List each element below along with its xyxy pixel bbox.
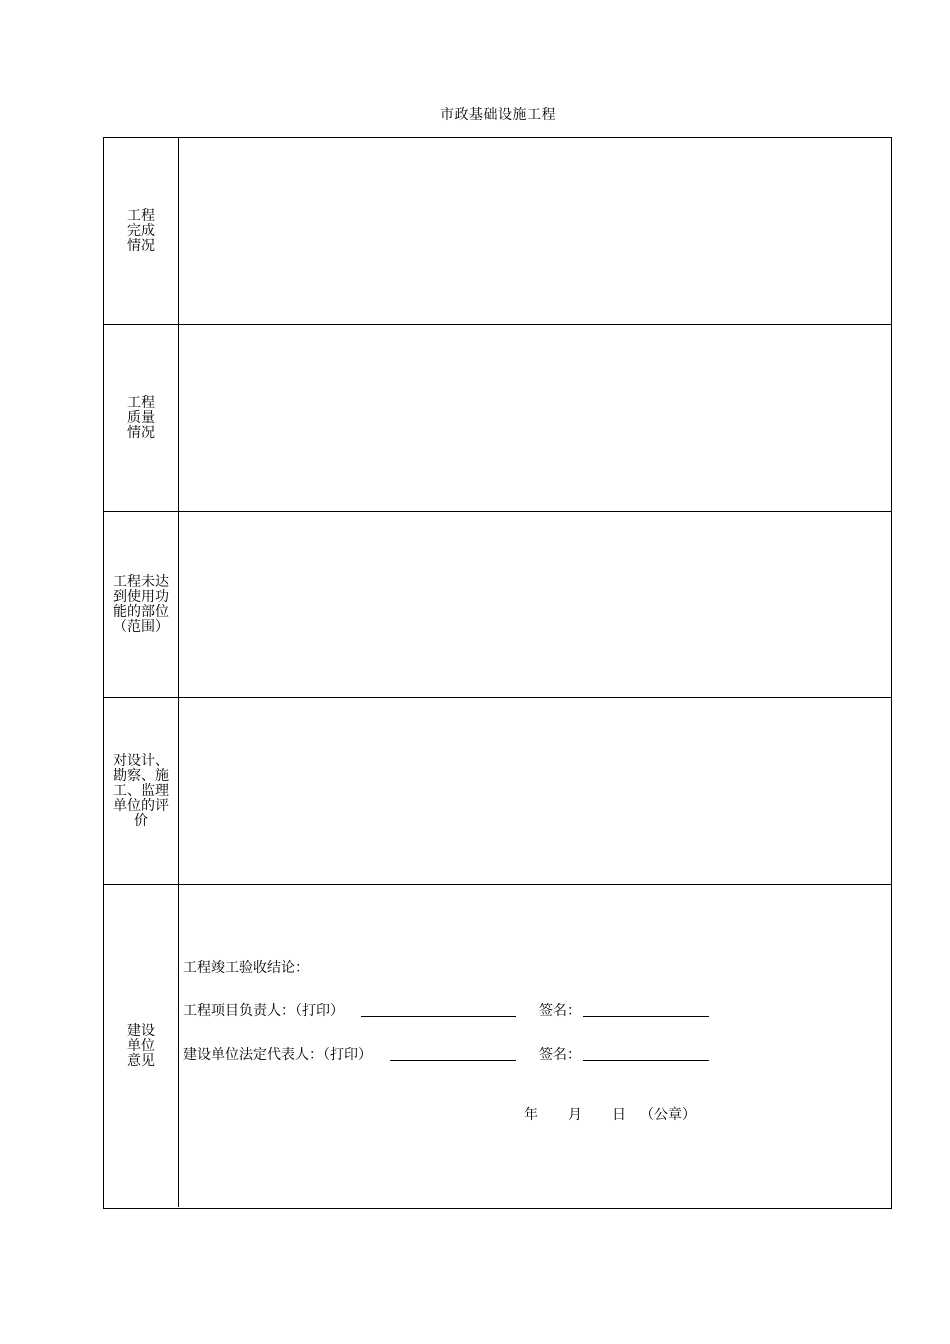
label-cell bbox=[104, 325, 179, 511]
row-label-evaluation: 对设计、 勘察、施 工、监理 单位的评 价 bbox=[113, 752, 169, 829]
legal-representative-label: 建设单位法定代表人：（打印） bbox=[183, 1047, 372, 1063]
month-label: 月 bbox=[568, 1107, 582, 1123]
day-label: 日 bbox=[612, 1107, 626, 1123]
label-cell bbox=[104, 138, 179, 324]
table-row-quality bbox=[104, 325, 891, 512]
year-label: 年 bbox=[524, 1107, 538, 1123]
date-seal-line bbox=[524, 1104, 696, 1124]
project-leader-name-field[interactable] bbox=[361, 1016, 516, 1017]
row-label-owner-opinion: 建设 单位 意见 bbox=[127, 1022, 155, 1069]
label-cell bbox=[104, 698, 179, 884]
row-label-quality: 工程 质量 情况 bbox=[127, 394, 155, 441]
legal-representative-signature-label: 签名： bbox=[539, 1047, 581, 1063]
table-row-evaluation bbox=[104, 698, 891, 885]
official-seal-label: （公章） bbox=[640, 1107, 696, 1123]
row-label-unfinished-scope: 工程未达 到使用功 能的部位 （范围） bbox=[113, 573, 169, 635]
label-cell bbox=[104, 512, 179, 697]
owner-opinion-cell bbox=[179, 885, 891, 1207]
evaluation-content-field[interactable] bbox=[179, 698, 891, 884]
quality-content-field[interactable] bbox=[179, 325, 891, 511]
row-label-completion: 工程 完成 情况 bbox=[127, 207, 155, 254]
acceptance-form-table bbox=[103, 137, 892, 1209]
acceptance-conclusion-label: 工程竣工验收结论： bbox=[183, 960, 309, 976]
table-row-unfinished-scope bbox=[104, 512, 891, 698]
project-leader-label: 工程项目负责人：（打印） bbox=[183, 1003, 344, 1019]
label-cell bbox=[104, 885, 179, 1207]
legal-representative-signature-field[interactable] bbox=[583, 1060, 709, 1061]
project-leader-signature-field[interactable] bbox=[583, 1016, 709, 1017]
legal-representative-name-field[interactable] bbox=[390, 1060, 516, 1061]
project-leader-signature-label: 签名： bbox=[539, 1003, 581, 1019]
table-row-owner-opinion bbox=[104, 885, 891, 1207]
completion-content-field[interactable] bbox=[179, 138, 891, 324]
unfinished-scope-content-field[interactable] bbox=[179, 512, 891, 697]
page-title: 市政基础设施工程 bbox=[440, 107, 556, 123]
table-row-completion bbox=[104, 138, 891, 325]
